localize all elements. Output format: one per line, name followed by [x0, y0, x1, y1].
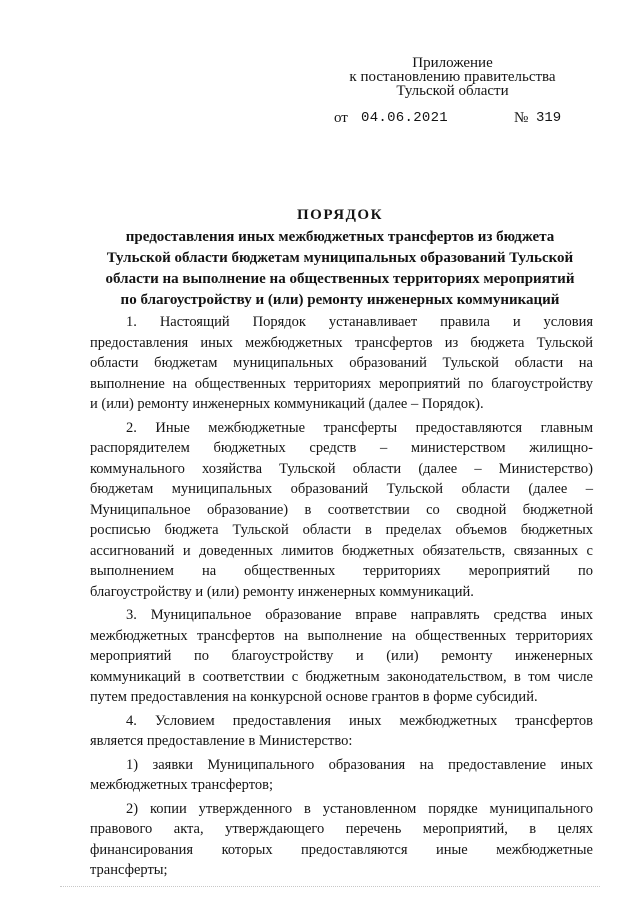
scan-footer-dots	[60, 886, 600, 889]
decree-date-number	[334, 110, 574, 128]
text-line: бюджетам муниципальных образований Тульской области (далее –	[90, 481, 593, 497]
subitem-1	[90, 755, 593, 796]
text-line: мероприятий по благоустройству и (или) ремонту инженерных	[90, 648, 593, 664]
text-line: предоставления иных межбюджетных трансфертов из бюджета Тульской	[90, 334, 593, 351]
document-title: ПОРЯДОК	[297, 207, 383, 223]
decree-number-sign: №	[514, 110, 529, 126]
text-line: коммунального хозяйства Тульской области (далее – Министерство)	[90, 460, 593, 477]
paragraph-1	[90, 312, 593, 415]
text-line: 1. Настоящий Порядок устанавливает правила и условия	[126, 314, 593, 330]
decree-from-label: от	[334, 110, 348, 126]
text-line: межбюджетных трансфертов на выполнение на общественных территориях	[90, 627, 593, 644]
text-line: межбюджетных трансфертов;	[90, 777, 273, 793]
text-line: 4. Условием предоставления иных межбюджетных трансфертов	[126, 712, 593, 729]
subitem-2	[90, 799, 593, 881]
text-line: финансирования которых предоставляются иные межбюджетные	[90, 841, 593, 858]
text-line: 2) копии утвержденного в установленном порядке муниципального	[126, 800, 593, 817]
text-line: 2. Иные межбюджетные трансферты предоставляются главным	[126, 419, 593, 436]
document-heading	[88, 205, 592, 311]
heading-line: предоставления иных межбюджетных трансфертов из бюджета	[125, 229, 555, 245]
text-line: выполнением на общественных территориях мероприятий по	[90, 563, 593, 579]
heading-line: по благоустройству и (или) ремонту инженерных коммуникаций	[120, 292, 560, 308]
decree-date: 04.06.2021	[361, 110, 449, 126]
text-line: трансферты;	[90, 862, 168, 878]
text-line: распорядителем бюджетных средств – министерством жилищно-	[90, 440, 593, 456]
paragraph-2	[90, 418, 593, 603]
text-line: и (или) ремонту инженерных коммуникаций (далее – Порядок).	[90, 396, 484, 412]
appendix-header	[300, 56, 605, 98]
text-line: росписью бюджета Тульской области в пределах объемов бюджетных	[90, 522, 593, 538]
document-body	[90, 312, 593, 884]
text-line: благоустройству и (или) ремонту инженерных коммуникаций.	[90, 583, 474, 600]
paragraph-4	[90, 711, 593, 752]
decree-number: 319	[536, 110, 562, 126]
heading-line: области на выполнение на общественных территориях мероприятий	[105, 271, 575, 287]
text-line: Муниципальное образование) в соответствии со сводной бюджетной	[90, 501, 593, 518]
text-line: 1) заявки Муниципального образования на предоставление иных	[126, 756, 593, 773]
text-line: области бюджетам муниципальных образований Тульской области на	[90, 355, 593, 371]
text-line: коммуникаций в соответствии с бюджетным законодательством, в том числе	[90, 668, 593, 685]
text-line: ассигнований и доведенных лимитов бюджетных обязательств, связанных с	[90, 542, 593, 559]
text-line: выполнение на общественных территориях мероприятий по благоустройству	[90, 375, 593, 392]
text-line: является предоставление в Министерство:	[90, 733, 353, 749]
text-line: правового акта, утверждающего перечень мероприятий, в целях	[90, 821, 593, 837]
text-line: 3. Муниципальное образование вправе направлять средства иных	[126, 607, 593, 623]
appendix-title: Приложение	[412, 55, 493, 71]
text-line: путем предоставления на конкурсной основе грантов в форме субсидий.	[90, 689, 538, 705]
heading-line: Тульской области бюджетам муниципальных образований Тульской	[106, 250, 574, 266]
appendix-line-decree: к постановлению правительства	[349, 69, 556, 85]
paragraph-3	[90, 605, 593, 708]
appendix-line-region: Тульской области	[396, 83, 509, 99]
